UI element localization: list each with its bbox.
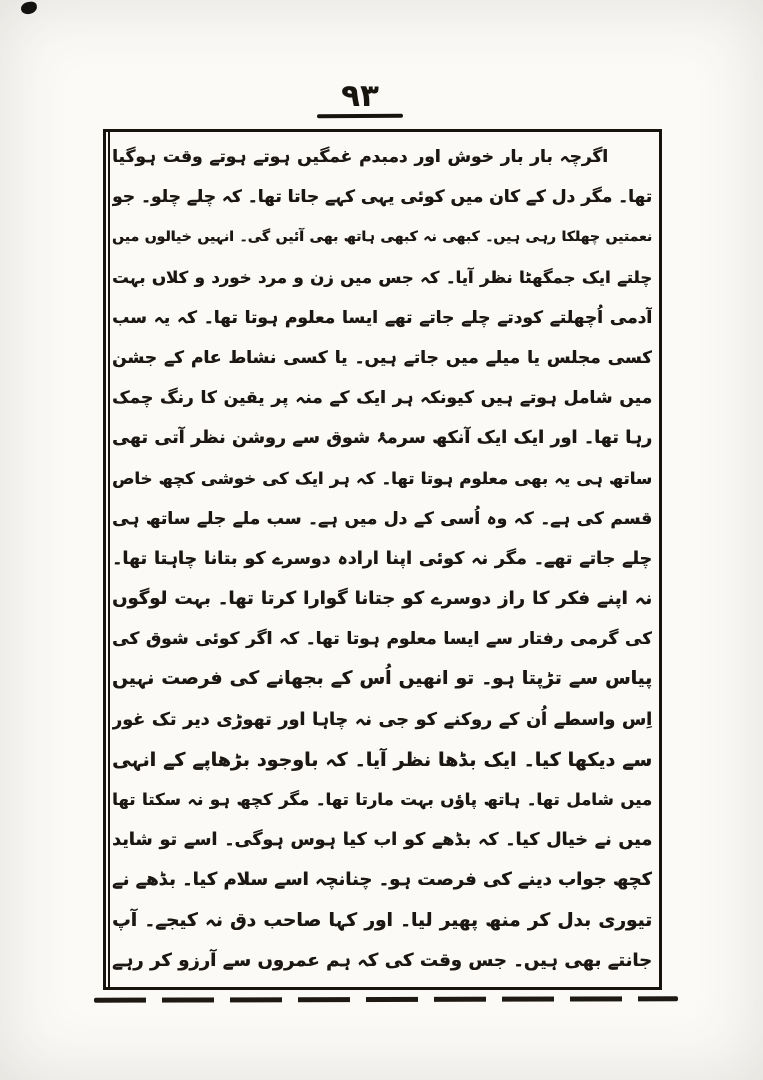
text-line: قسم کی ہے۔ کہ وہ اُسی کے دل میں ہے۔ سب ملے جلے ساتھ ہی [112, 508, 652, 529]
text-line: پیاس سے تڑپتا ہو۔ تو انھیں اُس کے بجھانے کی فرصت نہیں [112, 668, 652, 690]
text-line: نہ اپنے فکر کا راز دوسرے کو جتانا گوارا کرتا تھا۔ بہت لوگوں [112, 588, 652, 610]
text-line: کی گرمی رفتار سے ایسا معلوم ہوتا تھا۔ کہ اگر کوئی شوق کی [112, 629, 652, 650]
text-line: میں نے خیال کیا۔ کہ بڈھے کو اب کیا ہوس ہوگی۔ اسے تو شاید [112, 830, 652, 851]
text-line: رہا تھا۔ اور ایک ایک آنکھ سرمۂ شوق سے روشن نظر آتی تھی [112, 428, 652, 449]
text-line: آدمی اُچھلتے کودتے چلے جاتے تھے ایسا معلوم ہوتا تھا۔ کہ یہ سب [112, 307, 652, 328]
text-frame-border [103, 129, 662, 990]
text-line: تھا۔ مگر دل کے کان میں کوئی یہی کہے جاتا تھا۔ کہ چلے چلو۔ جو [112, 187, 652, 208]
text-line: نعمتیں چھلکا رہی ہیں۔ کبھی نہ کبھی ہاتھ بھی آئیں گی۔ انہیں خیالوں میں [112, 229, 652, 246]
text-line: اگرچہ بار بار خوش اور دمبدم غمگیں ہوتے ہوتے وقت ہوگیا [112, 147, 608, 167]
text-line: کسی مجلس یا میلے میں جاتے ہیں۔ یا کسی نشاط عام کے جشن [112, 347, 652, 368]
text-line: سے دیکھا کیا۔ ایک بڈھا نظر آیا۔ کہ باوجود بڑھاپے کے انہی [112, 748, 652, 771]
scan-smudge-top-left [20, 1, 38, 15]
text-line: تیوری بدل کر منھ پھیر لیا۔ اور کہا صاحب دق نہ کیجے۔ آپ [112, 909, 652, 931]
text-line: اِس واسطے اُن کے روکنے کو جی نہ چاہا اور تھوڑی دیر تک غور [112, 709, 652, 730]
text-body [112, 137, 652, 984]
page-number: ۹۳ [341, 78, 379, 114]
text-line: میں شامل تھا۔ ہاتھ پاؤں بہت مارتا تھا۔ مگر کچھ ہو نہ سکتا تھا [112, 790, 652, 809]
text-line: جانتے بھی ہیں۔ جس وقت کی کہ ہم عمروں سے آرزو کر رہے [112, 949, 652, 971]
text-line: چلتے ایک جمگھٹا نظر آیا۔ کہ جس میں زن و مرد خورد و کلاں بہت [112, 267, 652, 287]
text-line: ساتھ ہی یہ بھی معلوم ہوتا تھا۔ کہ ہر ایک کی خوشی کچھ خاص [112, 468, 652, 488]
page-number-underline [317, 114, 403, 119]
bottom-page-edge-line [94, 996, 678, 1003]
text-line: میں شامل ہوتے ہیں کیونکہ ہر ایک کے منہ پر یقین کا رنگ چمک [112, 388, 652, 409]
text-line: کچھ جواب دینے کی فرصت ہو۔ چنانچہ اسے سلام کیا۔ بڈھے نے [112, 869, 652, 891]
text-line: چلے جاتے تھے۔ مگر نہ کوئی اپنا ارادہ دوسرے کو بتانا چاہتا تھا۔ [112, 548, 652, 569]
